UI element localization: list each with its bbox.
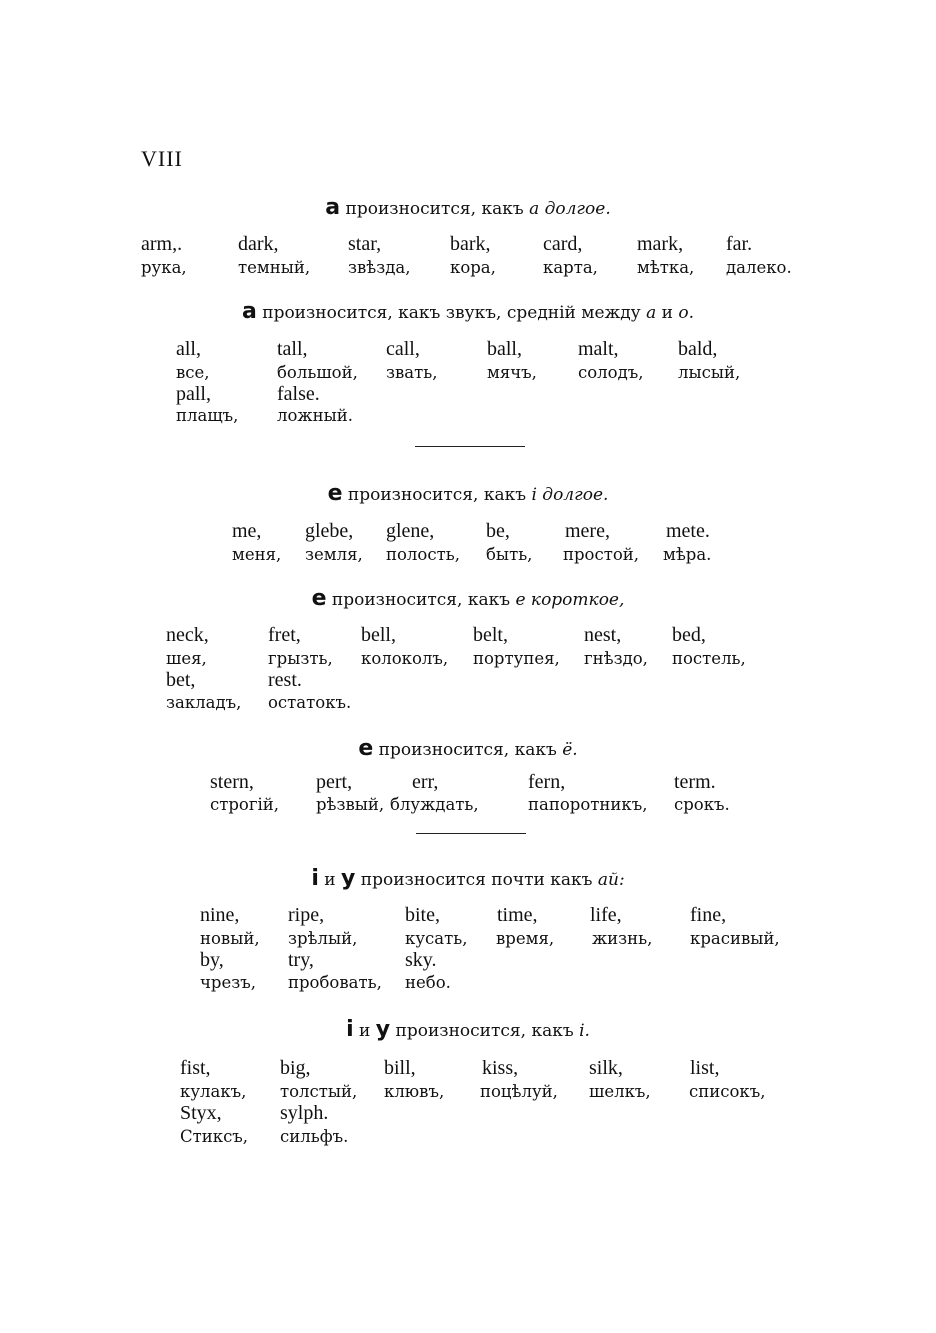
english-word: call, — [386, 338, 420, 360]
russian-word: большой, — [277, 363, 358, 382]
russian-word: Стиксъ, — [180, 1127, 249, 1146]
heading-conjunction: и — [324, 870, 336, 890]
english-word: neck, — [166, 624, 209, 646]
english-word: malt, — [578, 338, 619, 360]
russian-word: остатокъ. — [268, 693, 352, 712]
english-word: tall, — [277, 338, 308, 360]
heading-letter: a — [241, 299, 257, 324]
heading-letter: e — [358, 736, 374, 761]
russian-word: лысый, — [678, 363, 741, 382]
russian-word: кусать, — [405, 929, 468, 948]
english-word: all, — [176, 338, 201, 360]
russian-word: быть, — [486, 545, 533, 564]
english-word: bet, — [166, 669, 196, 691]
heading-text: произносится, какъ — [395, 1021, 574, 1041]
heading-letter: i — [346, 1017, 354, 1042]
russian-word: рука, — [141, 258, 187, 277]
english-word: dark, — [238, 233, 279, 255]
english-word: sylph. — [280, 1102, 329, 1124]
russian-word: небо. — [405, 973, 451, 992]
russian-word: мячъ, — [487, 363, 537, 382]
english-word: mark, — [637, 233, 684, 255]
russian-word: поцѣлуй, — [480, 1082, 558, 1101]
russian-word: папоротникъ, — [528, 795, 648, 814]
english-word: glene, — [386, 520, 435, 542]
english-word: time, — [497, 904, 538, 926]
english-word: ripe, — [288, 904, 325, 926]
english-word: silk, — [589, 1057, 623, 1079]
russian-word: темный, — [238, 258, 311, 277]
russian-word: далеко. — [726, 258, 792, 277]
russian-word: списокъ, — [689, 1082, 766, 1101]
russian-word: мѣтка, — [637, 258, 695, 277]
russian-word: пробовать, — [288, 973, 382, 992]
russian-word: чрезъ, — [200, 973, 256, 992]
english-word: be, — [486, 520, 510, 542]
russian-word: срокъ. — [674, 795, 730, 814]
english-word: sky. — [405, 949, 437, 971]
heading-letter: a — [325, 195, 341, 220]
english-word: pall, — [176, 383, 211, 405]
russian-word: простой, — [563, 545, 640, 564]
russian-word: кулакъ, — [180, 1082, 247, 1101]
english-word: stern, — [210, 771, 254, 793]
english-word: big, — [280, 1057, 311, 1079]
heading-conjunction: и — [359, 1021, 371, 1041]
heading-conjunction: и — [661, 303, 673, 323]
english-word: by, — [200, 949, 224, 971]
russian-word: земля, — [305, 545, 363, 564]
english-word: mere, — [565, 520, 610, 542]
russian-word: толстый, — [280, 1082, 358, 1101]
heading-text: произносится, какъ — [345, 199, 524, 219]
english-word: belt, — [473, 624, 508, 646]
english-word: rest. — [268, 669, 302, 691]
russian-word: колоколъ, — [361, 649, 449, 668]
heading-italic: і. — [579, 1021, 590, 1041]
english-word: false. — [277, 383, 320, 405]
english-word: nest, — [584, 624, 622, 646]
english-word: far. — [726, 233, 753, 255]
heading-text: произносится, какъ — [331, 590, 511, 610]
heading-italic: о. — [678, 303, 695, 323]
russian-word: гнѣздо, — [584, 649, 648, 668]
russian-word: рѣзвый, — [316, 795, 385, 814]
russian-word: сильфъ. — [280, 1127, 349, 1146]
section-heading-e-yo — [0, 736, 936, 761]
english-word: err, — [412, 771, 439, 793]
russian-word: мѣра. — [663, 545, 712, 564]
heading-text: произносится, какъ — [378, 740, 557, 760]
russian-word: закладъ, — [166, 693, 242, 712]
english-word: term. — [674, 771, 716, 793]
heading-italic: е короткое, — [515, 590, 625, 610]
english-word: bill, — [384, 1057, 416, 1079]
english-word: bark, — [450, 233, 491, 255]
heading-letter: i — [311, 866, 319, 891]
russian-word: меня, — [232, 545, 282, 564]
english-word: try, — [288, 949, 314, 971]
english-word: bell, — [361, 624, 396, 646]
english-word: ball, — [487, 338, 522, 360]
english-word: star, — [348, 233, 382, 255]
section-heading-e-short — [0, 586, 936, 611]
russian-word: зрѣлый, — [288, 929, 358, 948]
section-divider — [416, 833, 526, 834]
english-word: bed, — [672, 624, 706, 646]
russian-word: шея, — [166, 649, 207, 668]
russian-word: ложный. — [277, 406, 353, 425]
english-word: card, — [543, 233, 583, 255]
russian-word: новый, — [200, 929, 260, 948]
russian-word: строгій, — [210, 795, 280, 814]
russian-word: карта, — [543, 258, 598, 277]
russian-word: время, — [496, 929, 555, 948]
english-word: glebe, — [305, 520, 354, 542]
english-word: life, — [590, 904, 622, 926]
section-divider — [415, 446, 525, 447]
section-heading-a-long — [0, 195, 936, 220]
english-word: fist, — [180, 1057, 211, 1079]
heading-letter: e — [311, 586, 327, 611]
heading-italic: ё. — [562, 740, 578, 760]
russian-word: клювъ, — [384, 1082, 445, 1101]
heading-letter: y — [341, 866, 356, 891]
russian-word: блуждать, — [390, 795, 479, 814]
english-word: fine, — [690, 904, 727, 926]
russian-word: постель, — [672, 649, 746, 668]
heading-letter: e — [327, 481, 343, 506]
russian-word: плащъ, — [176, 406, 239, 425]
english-word: Styx, — [180, 1102, 222, 1124]
heading-text: произносится, какъ звукъ, средній между — [262, 303, 641, 323]
heading-italic: а — [646, 303, 657, 323]
page-number: VIII — [141, 146, 183, 171]
russian-word: жизнь, — [592, 929, 653, 948]
heading-letter: y — [375, 1017, 391, 1042]
russian-word: красивый, — [690, 929, 780, 948]
english-word: kiss, — [482, 1057, 519, 1079]
russian-word: шелкъ, — [589, 1082, 651, 1101]
english-word: arm,. — [141, 233, 183, 255]
russian-word: солодъ, — [578, 363, 644, 382]
english-word: list, — [690, 1057, 720, 1079]
heading-text: произносится почти какъ — [360, 870, 593, 890]
english-word: me, — [232, 520, 262, 542]
russian-word: звать, — [386, 363, 438, 382]
heading-text: произносится, какъ — [347, 485, 527, 505]
russian-word: кора, — [450, 258, 496, 277]
english-word: fern, — [528, 771, 566, 793]
english-word: fret, — [268, 624, 301, 646]
english-word: nine, — [200, 904, 240, 926]
english-word: pert, — [316, 771, 353, 793]
heading-italic: ай: — [597, 870, 625, 890]
russian-word: звѣзда, — [348, 258, 411, 277]
heading-italic: і долгое. — [531, 485, 609, 505]
section-heading-e-long — [0, 481, 936, 506]
section-heading-iy-ai — [0, 866, 936, 891]
russian-word: полость, — [386, 545, 460, 564]
section-heading-a-mid — [0, 299, 936, 324]
russian-word: все, — [176, 363, 210, 382]
section-heading-iy-i — [0, 1017, 936, 1042]
russian-word: портупея, — [473, 649, 560, 668]
english-word: bald, — [678, 338, 718, 360]
heading-italic: а долгое. — [529, 199, 611, 219]
english-word: mete. — [666, 520, 710, 542]
russian-word: грызть, — [268, 649, 333, 668]
english-word: bite, — [405, 904, 440, 926]
